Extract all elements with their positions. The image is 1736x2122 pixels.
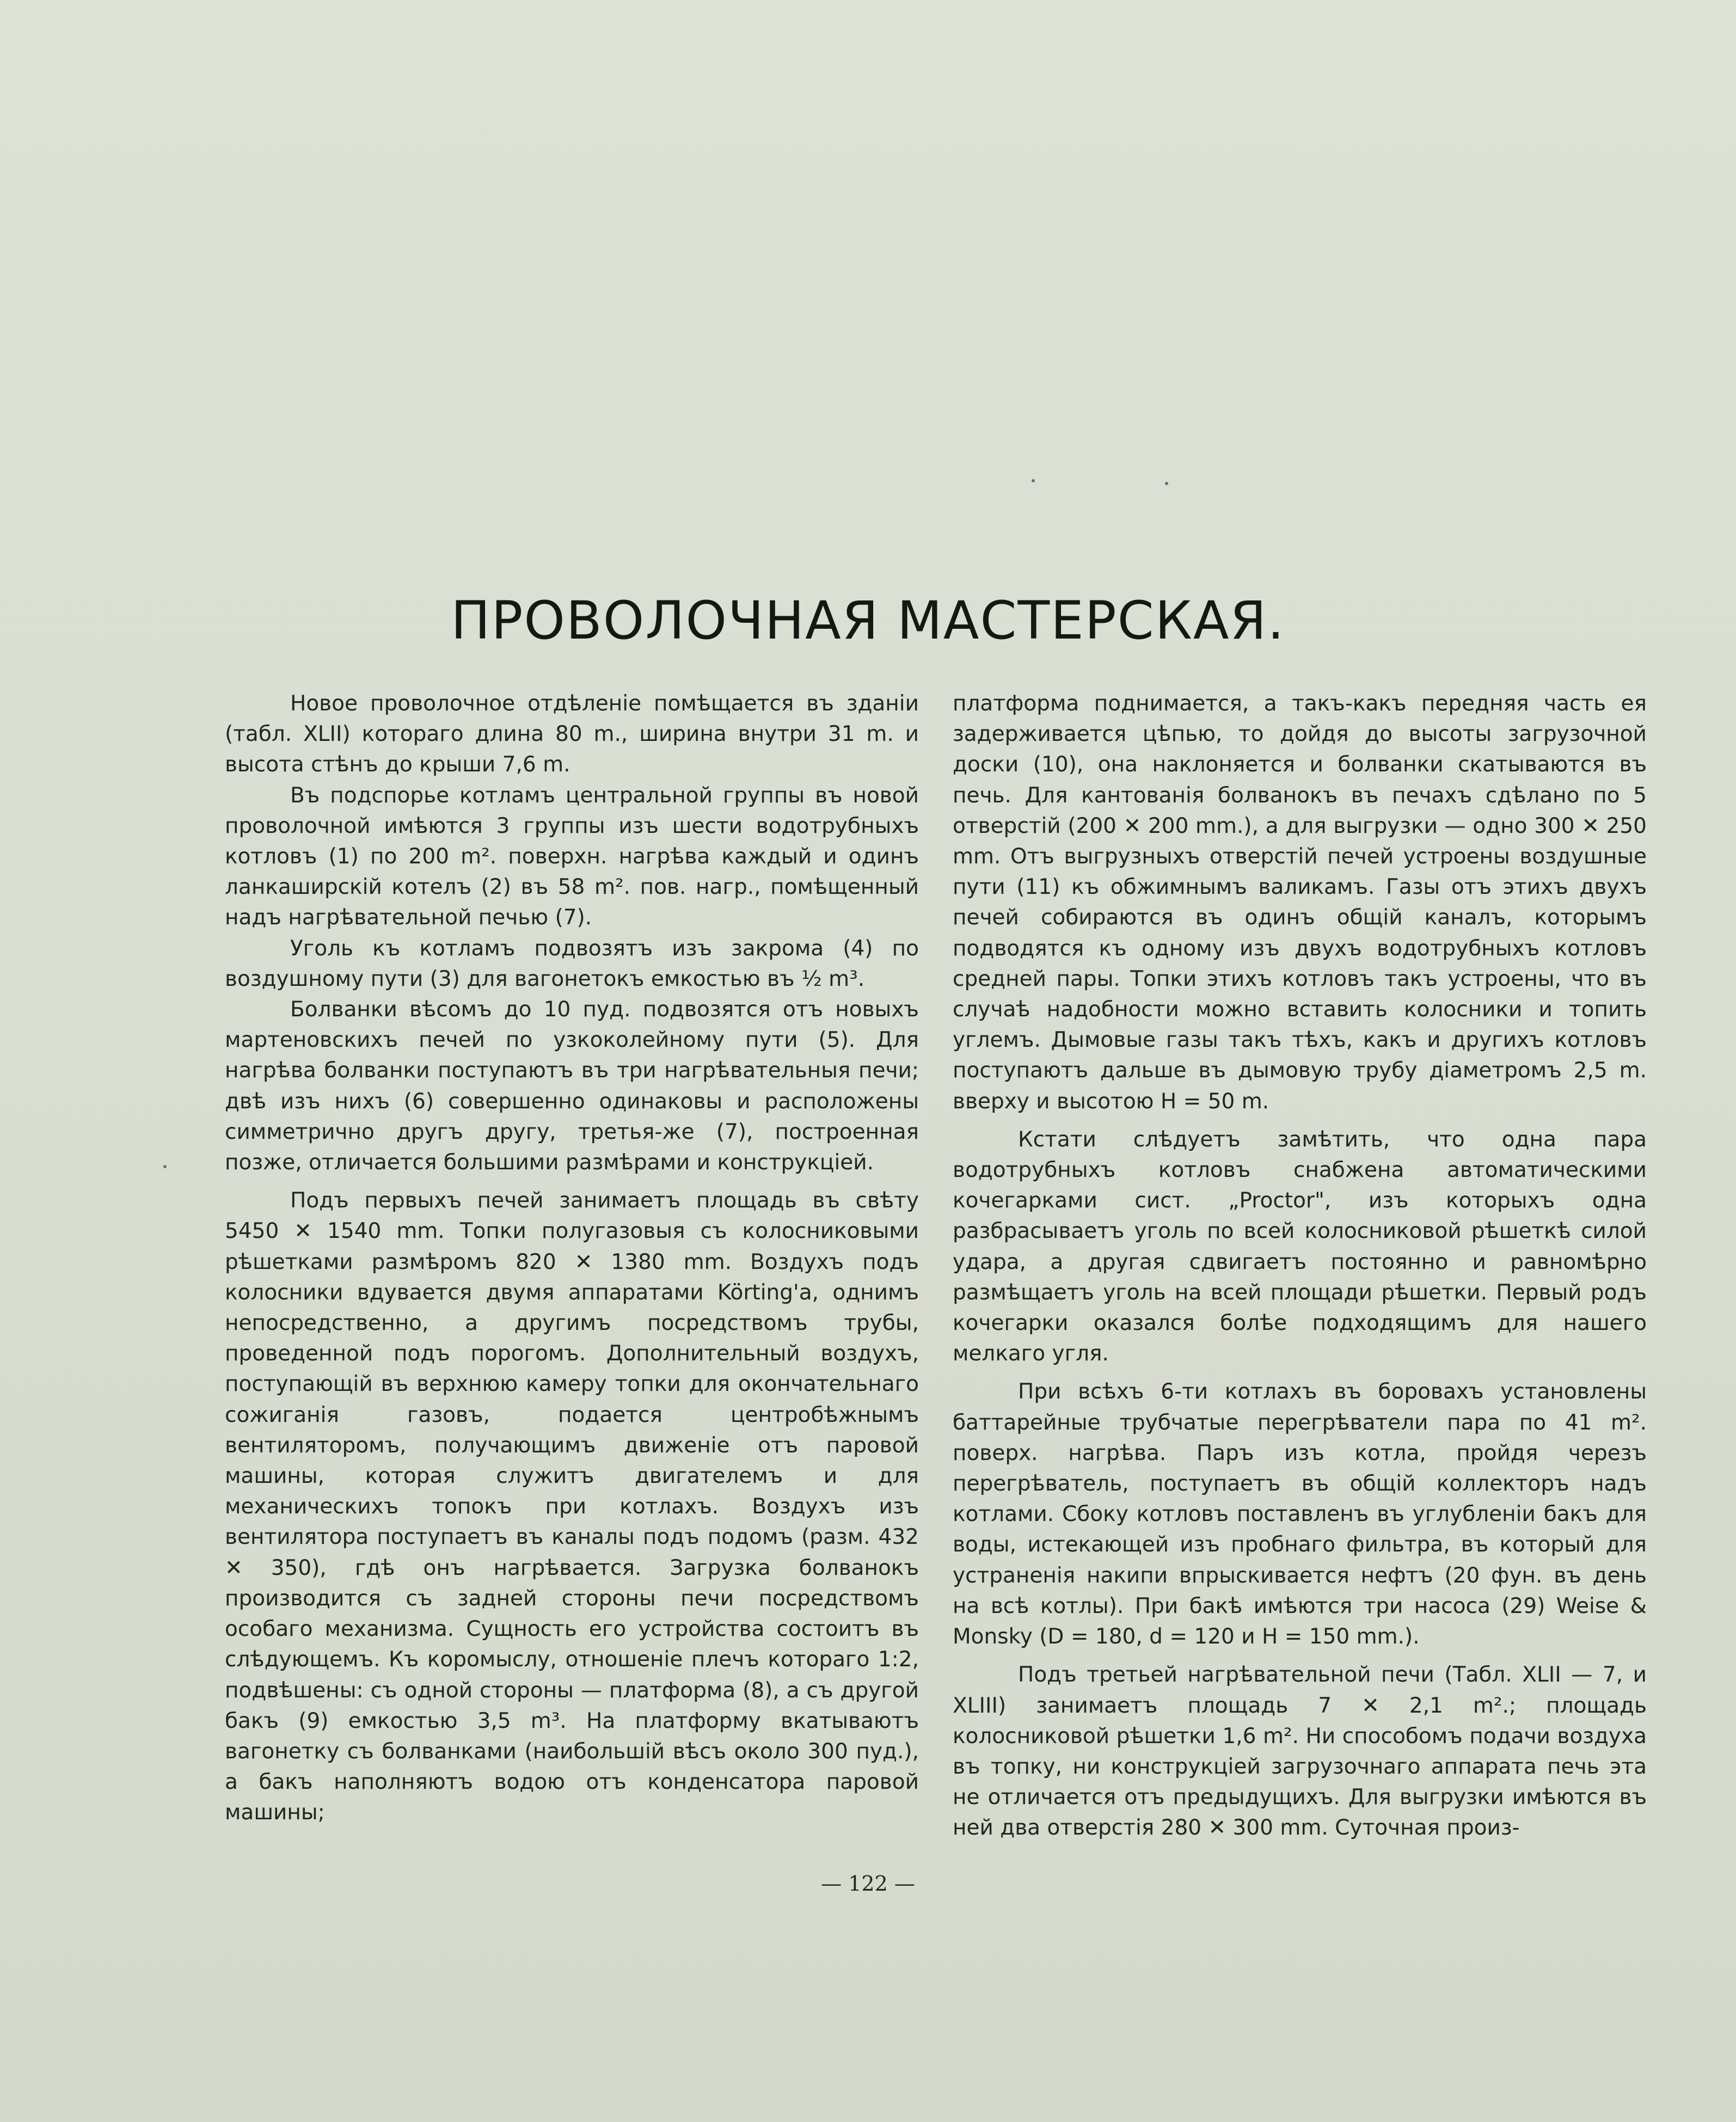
- paragraph: Новое проволочное отдѣленіе помѣщается въ зданіи (табл. XLII) котораго длина 80 m., ширина внутри 31 m. и высота стѣнъ до крыши 7,6 m.: [225, 691, 919, 777]
- page-title: ПРОВОЛОЧНАЯ МАСТЕРСКАЯ.: [451, 590, 1285, 651]
- paragraph: Уголь къ котламъ подвозятъ изъ закрома (4) по воздушному пути (3) для вагонетокъ емкостью въ ½ m³.: [225, 936, 919, 991]
- paper-speck: [1165, 482, 1168, 485]
- paragraph: Кстати слѣдуетъ замѣтить, что одна пара водотрубныхъ котловъ снабжена автоматическими кочегарками сист. „Proctor", изъ которыхъ одна разбрасываетъ уголь по всей колосниковой рѣшеткѣ силой удара, а другая сдвигаетъ постоянно и равномѣрно размѣщаетъ уголь на всей площади рѣшетки. Первый родъ кочегарки оказался болѣе подходящимъ для нашего мелкаго угля.: [953, 1127, 1647, 1366]
- paragraph: Подъ третьей нагрѣвательной печи (Табл. XLII — 7, и XLIII) занимаетъ площадь 7 ✕ 2,1 m².; площадь колосниковой рѣшетки 1,6 m². Ни способомъ подачи воздуха въ топку, ни конструкціей загрузочнаго аппарата печь эта не отличается отъ предыдущихъ. Для выгрузки имѣются въ ней два отверстія 280 ✕ 300 mm. Суточная произ-: [953, 1663, 1647, 1841]
- right-text-column: [953, 689, 1647, 1844]
- paper-speck: [163, 1165, 167, 1168]
- paragraph: Въ подспорье котламъ центральной группы въ новой проволочной имѣются 3 группы изъ шести водотрубныхъ котловъ (1) по 200 m². поверхн. нагрѣва каждый и одинъ ланкаширскій котелъ (2) въ 58 m². пов. нагр., помѣщенный надъ нагрѣвательной печью (7).: [225, 783, 919, 930]
- paragraph-continued: платформа поднимается, а такъ-какъ передняя часть ея задерживается цѣпью, то дойдя до высоты загрузочной доски (10), она наклоняется и болванки скатываются въ печь. Для кантованія болванокъ въ печахъ сдѣлано по 5 отверстій (200 ✕ 200 mm.), а для выгрузки — одно 300 ✕ 250 mm. Отъ выгрузныхъ отверстій печей устроены воздушные пути (11) къ обжимнымъ валикамъ. Газы отъ этихъ двухъ печей собираются въ одинъ общій каналъ, которымъ подводятся къ одному изъ двухъ водотрубныхъ котловъ средней пары. Топки этихъ котловъ такъ устроены, что въ случаѣ надобности можно вставить колосники и топить углемъ. Дымовые газы такъ тѣхъ, какъ и другихъ котловъ поступаютъ дальше въ дымовую трубу діаметромъ 2,5 m. вверху и высотою H = 50 m.: [953, 691, 1647, 1114]
- page-number: — 122 —: [821, 1872, 915, 1896]
- paragraph: Подъ первыхъ печей занимаетъ площадь въ свѣту 5450 ✕ 1540 mm. Топки полугазовыя съ колосниковыми рѣшетками размѣромъ 820 ✕ 1380 mm. Воздухъ подъ колосники вдувается двумя аппаратами Körting'a, однимъ непосредственно, а другимъ посредствомъ трубы, проведенной подъ порогомъ. Дополнительный воздухъ, поступающій въ верхнюю камеру топки для окончательнаго сожиганія газовъ, подается центробѣжнымъ вентиляторомъ, получающимъ движеніе отъ паровой машины, которая служитъ двигателемъ и для механическихъ топокъ при котлахъ. Воздухъ изъ вентилятора поступаетъ въ каналы подъ подомъ (разм. 432 ✕ 350), гдѣ онъ нагрѣвается. Загрузка болванокъ производится съ задней стороны печи посредствомъ особаго механизма. Сущность его устройства состоитъ въ слѣдующемъ. Къ коромыслу, отношеніе плечъ котораго 1:2, подвѣшены: съ одной стороны — платформа (8), а съ другой бакъ (9) емкостью 3,5 m³. На платформу вкатываютъ вагонетку съ болванками (наибольшій вѣсъ около 300 пуд.), а бакъ наполняютъ водою отъ конденсатора паровой машины;: [225, 1188, 919, 1825]
- paragraph: При всѣхъ 6-ти котлахъ въ боровахъ установлены баттарейные трубчатые перегрѣватели пара по 41 m². поверх. нагрѣва. Паръ изъ котла, пройдя черезъ перегрѣватель, поступаетъ въ общій коллекторъ надъ котлами. Сбоку котловъ поставленъ въ углубленіи бакъ для воды, истекающей изъ пробнаго фильтра, въ который для устраненія накипи впрыскивается нефтъ (20 фун. въ день на всѣ котлы). При бакѣ имѣются три насоса (29) Weise & Monsky (D = 180, d = 120 и H = 150 mm.).: [953, 1379, 1647, 1649]
- paragraph: Болванки вѣсомъ до 10 пуд. подвозятся отъ новыхъ мартеновскихъ печей по узкоколейному пути (5). Для нагрѣва болванки поступаютъ въ три нагрѣвательныя печи; двѣ изъ нихъ (6) совершенно одинаковы и расположены симметрично другъ другу, третья-же (7), построенная позже, отличается большими размѣрами и конструкціей.: [225, 997, 919, 1175]
- left-text-column: [225, 689, 919, 1829]
- paper-speck: [1032, 479, 1035, 482]
